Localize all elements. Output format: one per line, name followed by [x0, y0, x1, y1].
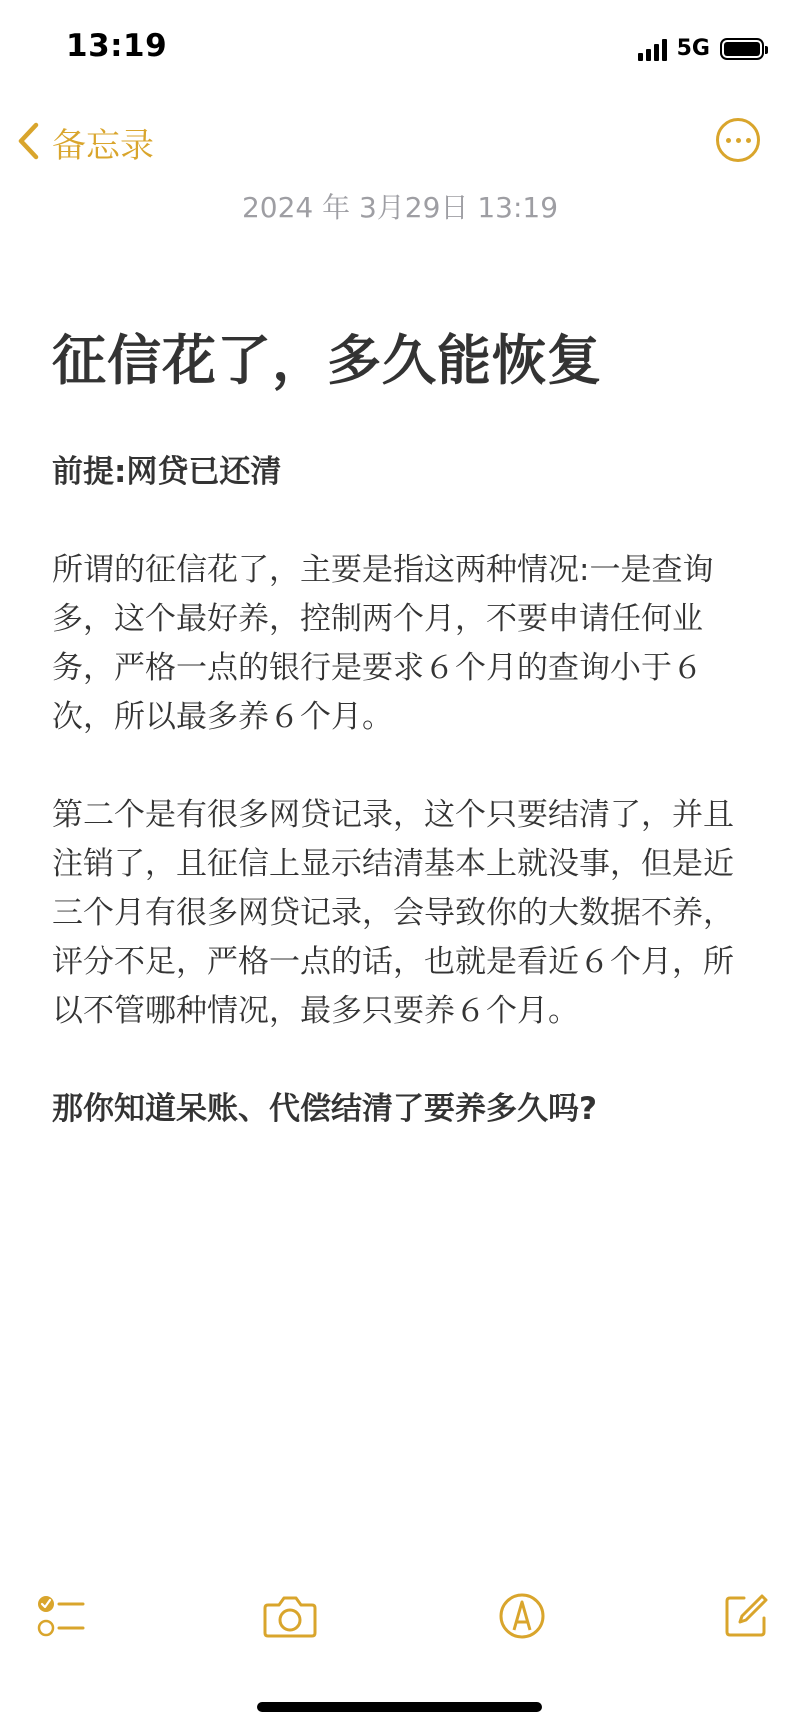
note-paragraph: 所谓的征信花了，主要是指这两种情况:一是查询多，这个最好养，控制两个月，不要申请任何业务，严格一点的银行是要求６个月的查询小于６次，所以最多养６个月。	[52, 552, 714, 735]
more-options-button[interactable]	[716, 118, 760, 162]
chevron-left-icon	[16, 121, 42, 165]
note-premise: 前提:网贷已还清	[52, 454, 282, 490]
note-body[interactable]	[52, 448, 752, 1134]
compose-icon	[722, 1592, 770, 1644]
checklist-button[interactable]	[34, 1590, 90, 1646]
markup-pen-icon	[498, 1592, 546, 1644]
note-question: 那你知道呆账、代偿结清了要养多久吗?	[52, 1091, 597, 1127]
compose-button[interactable]	[718, 1590, 774, 1646]
home-indicator[interactable]	[257, 1702, 542, 1712]
status-bar	[0, 0, 800, 100]
note-paragraph: 第二个是有很多网贷记录，这个只要结清了，并且注销了，且征信上显示结清基本上就没事，但是近三个月有很多网贷记录，会导致你的大数据不养，评分不足，严格一点的话，也就是看近６个月，所以不管哪种情况，最多只要养６个月。	[52, 797, 734, 1029]
checklist-icon	[37, 1593, 87, 1643]
signal-icon	[638, 37, 667, 61]
note-date: 2024 年 3月29日 13:19	[241, 191, 559, 224]
camera-button[interactable]	[262, 1590, 318, 1646]
status-time: 13:19	[66, 28, 168, 64]
note-title: 征信花了，多久能恢复	[52, 329, 602, 392]
battery-icon	[720, 38, 764, 60]
back-label: 备忘录	[52, 126, 154, 166]
camera-icon	[263, 1594, 317, 1642]
status-indicators	[638, 36, 764, 61]
network-type: 5G	[676, 36, 710, 61]
ellipsis-icon	[726, 138, 731, 143]
markup-button[interactable]	[494, 1590, 550, 1646]
back-button[interactable]	[16, 118, 154, 167]
